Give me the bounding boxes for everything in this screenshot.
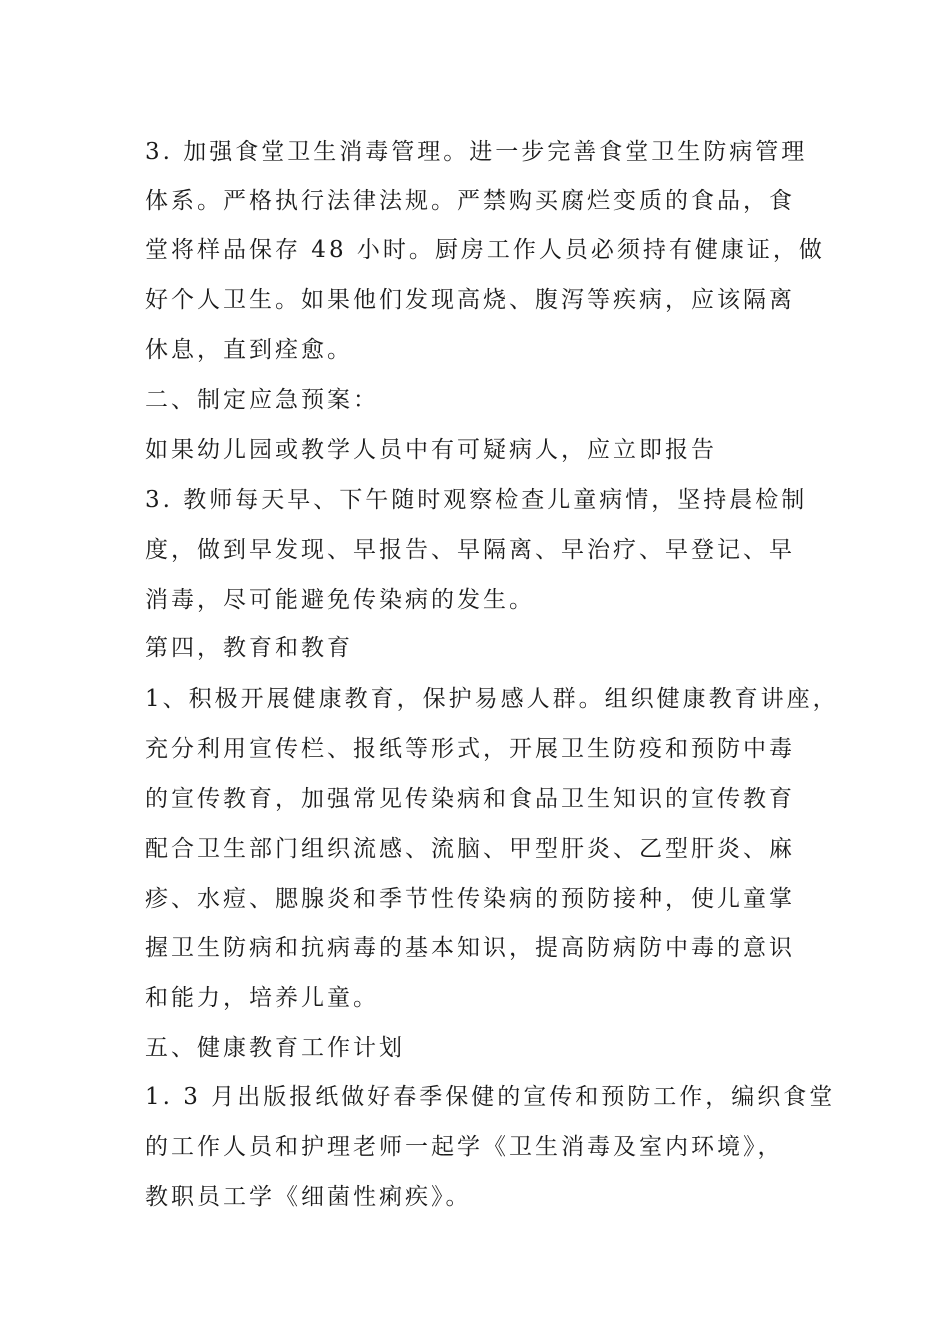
paragraph-line: 体系。严格执行法律法规。严禁购买腐烂变质的食品，食 [145, 188, 795, 214]
paragraph-line: 好个人卫生。如果他们发现高烧、腹泻等疾病，应该隔离 [145, 287, 795, 313]
paragraph-line: 配合卫生部门组织流感、流脑、甲型肝炎、乙型肝炎、麻 [145, 836, 795, 862]
paragraph-line: 教职员工学《细菌性痢疾》。 [145, 1184, 472, 1210]
paragraph-line: 如果幼儿园或教学人员中有可疑病人，应立即报告 [145, 437, 717, 463]
section-heading: 二、制定应急预案： [145, 387, 379, 413]
paragraph-line: 握卫生防病和抗病毒的基本知识，提高防病防中毒的意识 [145, 935, 795, 961]
section-heading: 五、健康教育工作计划 [145, 1035, 405, 1061]
paragraph-line: 3. 教师每天早、下午随时观察检查儿童病情，坚持晨检制 [145, 487, 808, 513]
paragraph-line: 堂将样品保存 48 小时。厨房工作人员必须持有健康证，做 [145, 237, 825, 263]
section-heading: 第四，教育和教育 [145, 635, 353, 661]
paragraph-line: 的宣传教育，加强常见传染病和食品卫生知识的宣传教育 [145, 786, 795, 812]
paragraph-line: 1. 3 月出版报纸做好春季保健的宣传和预防工作，编织食堂 [145, 1084, 836, 1110]
paragraph-line: 1、积极开展健康教育，保护易感人群。组织健康教育讲座， [145, 686, 839, 712]
paragraph-line: 的工作人员和护理老师一起学《卫生消毒及室内环境》， [145, 1134, 784, 1160]
paragraph-line: 消毒，尽可能避免传染病的发生。 [145, 587, 535, 613]
paragraph-line: 度，做到早发现、早报告、早隔离、早治疗、早登记、早 [145, 537, 795, 563]
paragraph-line: 充分利用宣传栏、报纸等形式，开展卫生防疫和预防中毒 [145, 736, 795, 762]
paragraph-line: 和能力，培养儿童。 [145, 985, 379, 1011]
paragraph-line: 3. 加强食堂卫生消毒管理。进一步完善食堂卫生防病管理 [145, 139, 808, 165]
paragraph-line: 疹、水痘、腮腺炎和季节性传染病的预防接种，使儿童掌 [145, 886, 795, 912]
paragraph-line: 休息，直到痊愈。 [145, 337, 353, 363]
